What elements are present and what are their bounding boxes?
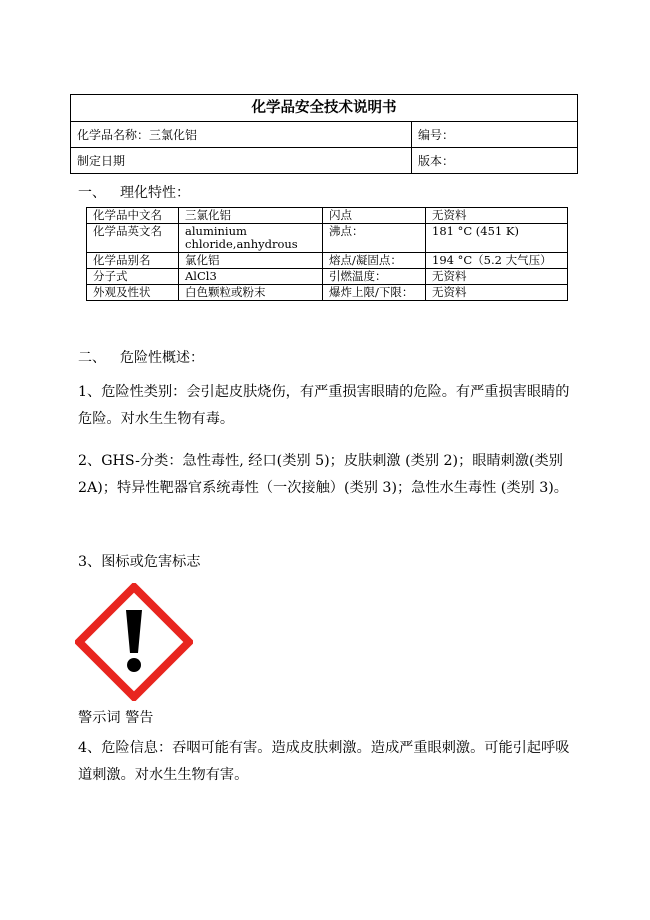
property-name: 化学品英文名	[87, 224, 179, 253]
date-cell: 制定日期	[71, 148, 412, 174]
section-title: 危险性概述：	[120, 350, 204, 366]
ghs-exclamation-mark-icon	[75, 583, 193, 701]
property-value: 194 °C（5.2 大气压）	[426, 253, 568, 269]
document-title: 化学品安全技术说明书	[71, 95, 578, 122]
property-value: AlCl3	[179, 269, 323, 285]
properties-row	[87, 285, 568, 301]
property-name: 化学品别名	[87, 253, 179, 269]
properties-table	[86, 207, 568, 301]
property-value: 氯化铝	[179, 253, 323, 269]
section-heading-properties	[78, 182, 190, 202]
property-value: 三氯化铝	[179, 208, 323, 224]
section-heading-hazards	[78, 347, 204, 367]
property-value: 无资料	[426, 285, 568, 301]
signal-word: 警示词 警告	[78, 710, 154, 726]
ghs-classification-paragraph: 2、GHS-分类：急性毒性, 经口(类别 5)；皮肤刺激 (类别 2)；眼睛刺激(类别 2A)；特异性靶器官系统毒性（一次接触）(类别 3)；急性水生毒性 (类别 3)。	[78, 453, 568, 496]
chemical-name-cell: 化学品名称：三氯化铝	[71, 122, 412, 148]
properties-row	[87, 224, 568, 253]
hazard-statement-paragraph: 4、危险信息：吞咽可能有害。造成皮肤刺激。造成严重眼刺激。可能引起呼吸道刺激。对水生生物有害。	[78, 740, 570, 783]
pictogram-heading: 3、图标或危害标志	[78, 554, 201, 570]
property-name: 引燃温度：	[323, 269, 426, 285]
properties-row	[87, 253, 568, 269]
document-header-table	[70, 94, 578, 174]
property-name: 沸点：	[323, 224, 426, 253]
property-value: 无资料	[426, 208, 568, 224]
property-name: 闪点	[323, 208, 426, 224]
property-name: 爆炸上限/下限：	[323, 285, 426, 301]
property-value: aluminium chloride,anhydrous	[179, 224, 323, 253]
properties-row	[87, 269, 568, 285]
property-value: 白色颗粒或粉末	[179, 285, 323, 301]
property-value: 无资料	[426, 269, 568, 285]
hazard-category-paragraph: 1、危险性类别：会引起皮肤烧伤，有严重损害眼睛的危险。有严重损害眼睛的危险。对水生生物有毒。	[78, 384, 570, 427]
properties-row	[87, 208, 568, 224]
section-number: 二、	[78, 350, 106, 366]
section-title: 理化特性：	[120, 185, 190, 201]
property-name: 分子式	[87, 269, 179, 285]
property-name: 熔点/凝固点：	[323, 253, 426, 269]
property-value: 181 °C (451 K)	[426, 224, 568, 253]
code-cell: 编号：	[412, 122, 578, 148]
property-name: 化学品中文名	[87, 208, 179, 224]
section-number: 一、	[78, 185, 106, 201]
property-name: 外观及性状	[87, 285, 179, 301]
version-cell: 版本：	[412, 148, 578, 174]
